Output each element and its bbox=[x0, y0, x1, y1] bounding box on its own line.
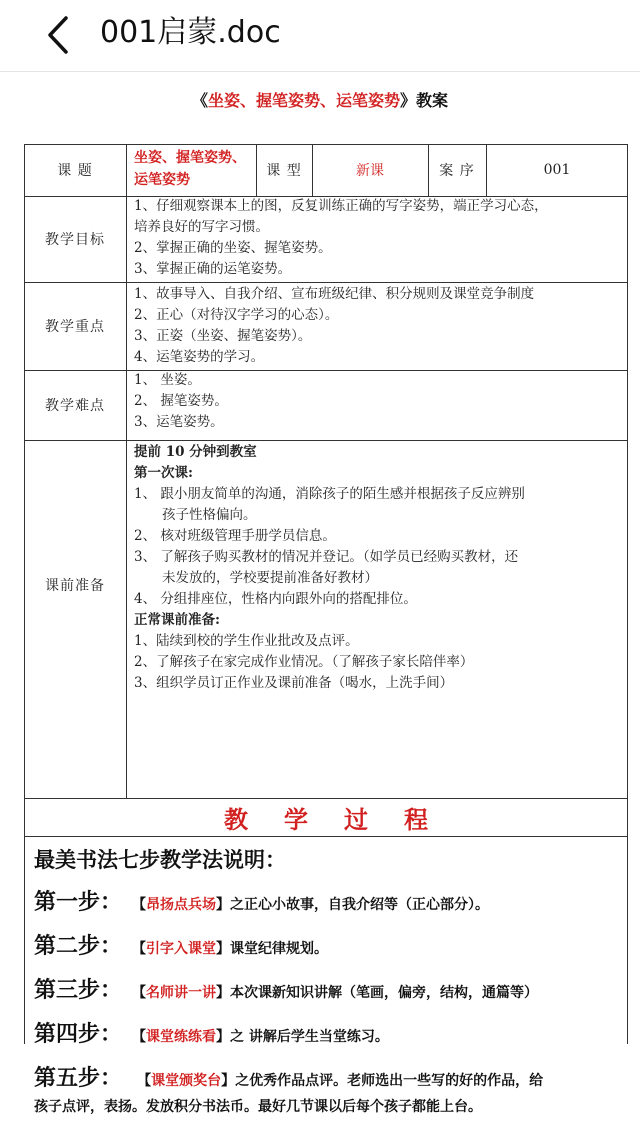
goals-list bbox=[126, 196, 628, 282]
difficulty-line: 2、 握笔姿势。 bbox=[134, 393, 228, 409]
top-bar bbox=[0, 0, 640, 72]
prep-item: 未发放的，学校要提前准备好教材） bbox=[162, 570, 378, 586]
step-desc: 之 讲解后学生当堂练习。 bbox=[230, 1029, 389, 1045]
label-type: 课 型 bbox=[266, 163, 302, 179]
focus-line: 3、正姿（坐姿、握笔姿势）。 bbox=[134, 328, 312, 344]
prep-item: 孩子性格偏向。 bbox=[162, 507, 257, 523]
step-tag: 【引字入课堂】 bbox=[132, 941, 231, 957]
label-goals: 教学目标 bbox=[45, 232, 105, 248]
step-desc: 之正心小故事，自我介绍等（正心部分）。 bbox=[230, 897, 490, 913]
step-label: 第三步： bbox=[34, 977, 123, 1003]
step-row bbox=[34, 972, 624, 1008]
step-tag: 【课堂练练看】 bbox=[132, 1029, 231, 1045]
title-topic: 坐姿、握笔姿势、运笔姿势 bbox=[207, 91, 400, 110]
goal-line: 3、掌握正确的运笔姿势。 bbox=[134, 261, 292, 277]
difficulty-line: 1、 坐姿。 bbox=[134, 372, 201, 388]
focus-line: 1、故事导入、自我介绍、宣布班级纪律、积分规则及课堂竞争制度 bbox=[134, 286, 535, 302]
difficulty-list bbox=[126, 370, 628, 440]
title-close: 》教案 bbox=[400, 91, 449, 110]
type-value: 新课 bbox=[356, 163, 384, 179]
step-label: 第四步： bbox=[34, 1021, 123, 1047]
back-button[interactable] bbox=[40, 12, 80, 58]
step-label: 第一步： bbox=[34, 889, 123, 915]
prep-item: 4、 分组排座位，性格内向跟外向的搭配排位。 bbox=[134, 591, 417, 607]
prep-item: 3、 了解孩子购买教材的情况并登记。（如学员已经购买教材，还 bbox=[134, 549, 519, 565]
lesson-title bbox=[0, 90, 640, 112]
topic-value bbox=[126, 147, 256, 195]
prep-item: 1、 跟小朋友简单的沟通，消除孩子的陌生感并根据孩子反应辨别 bbox=[134, 486, 525, 502]
step-tag: 【名师讲一讲】 bbox=[132, 985, 231, 1001]
topic-line-1: 坐姿、握笔姿势、 bbox=[134, 150, 246, 166]
prep-heading: 提前 10 分钟到教室 bbox=[134, 444, 257, 460]
step-row bbox=[34, 1016, 624, 1052]
process-title: 教学过程 bbox=[224, 804, 464, 834]
goal-line: 培养良好的写字习惯。 bbox=[134, 219, 269, 235]
step-label: 第五步： bbox=[34, 1065, 123, 1091]
goal-line: 2、掌握正确的坐姿、握笔姿势。 bbox=[134, 240, 332, 256]
prep-regular-item: 3、组织学员订正作业及课前准备（喝水，上洗手间） bbox=[134, 675, 454, 691]
label-difficulty: 教学难点 bbox=[45, 398, 105, 414]
step-tag: 【昂扬点兵场】 bbox=[132, 897, 231, 913]
method-heading: 最美书法七步教学法说明： bbox=[34, 847, 286, 872]
file-title: 001启蒙.doc bbox=[100, 15, 281, 50]
prep-regular-item: 1、陆续到校的学生作业批改及点评。 bbox=[134, 633, 359, 649]
prep-content bbox=[126, 442, 628, 798]
focus-line: 2、正心（对待汉字学习的心态）。 bbox=[134, 307, 339, 323]
step-desc: 课堂纪律规划。 bbox=[230, 941, 329, 957]
difficulty-line: 3、运笔姿势。 bbox=[134, 414, 224, 430]
prep-item: 2、 核对班级管理手册学员信息。 bbox=[134, 528, 336, 544]
label-case: 案 序 bbox=[439, 163, 475, 179]
label-topic: 课 题 bbox=[57, 163, 93, 179]
step-tag: 【课堂颁奖台】 bbox=[137, 1073, 236, 1089]
focus-list bbox=[126, 284, 628, 370]
goal-line: 1、仔细观察课本上的图，反复训练正确的写字姿势，端正学习心态， bbox=[134, 198, 548, 214]
method-section bbox=[34, 844, 624, 1126]
lesson-plan-table bbox=[24, 144, 628, 1115]
prep-first-heading: 第一次课: bbox=[134, 465, 193, 481]
label-prep: 课前准备 bbox=[45, 578, 105, 594]
step-row bbox=[34, 928, 624, 964]
step-desc-continued: 孩子点评，表扬。发放积分书法币。最好几节课以后每个孩子都能上台。 bbox=[34, 1099, 482, 1115]
title-open: 《 bbox=[191, 91, 208, 110]
case-value: 001 bbox=[543, 162, 571, 178]
step-desc: 本次课新知识讲解（笔画，偏旁，结构，通篇等） bbox=[230, 985, 539, 1001]
document-viewer[interactable] bbox=[0, 72, 640, 1115]
prep-regular-heading: 正常课前准备: bbox=[134, 612, 220, 628]
topic-line-2: 运笔姿势 bbox=[134, 172, 190, 188]
step-label: 第二步： bbox=[34, 933, 123, 959]
prep-regular-item: 2、了解孩子在家完成作业情况。（了解孩子家长陪伴率） bbox=[134, 654, 474, 670]
step-row bbox=[34, 884, 624, 920]
step-desc: 之优秀作品点评。老师选出一些写的好的作品，给 bbox=[235, 1073, 544, 1089]
label-focus: 教学重点 bbox=[45, 319, 105, 335]
chevron-left-icon bbox=[40, 12, 80, 58]
step-row bbox=[34, 1060, 624, 1118]
focus-line: 4、运笔姿势的学习。 bbox=[134, 349, 265, 365]
